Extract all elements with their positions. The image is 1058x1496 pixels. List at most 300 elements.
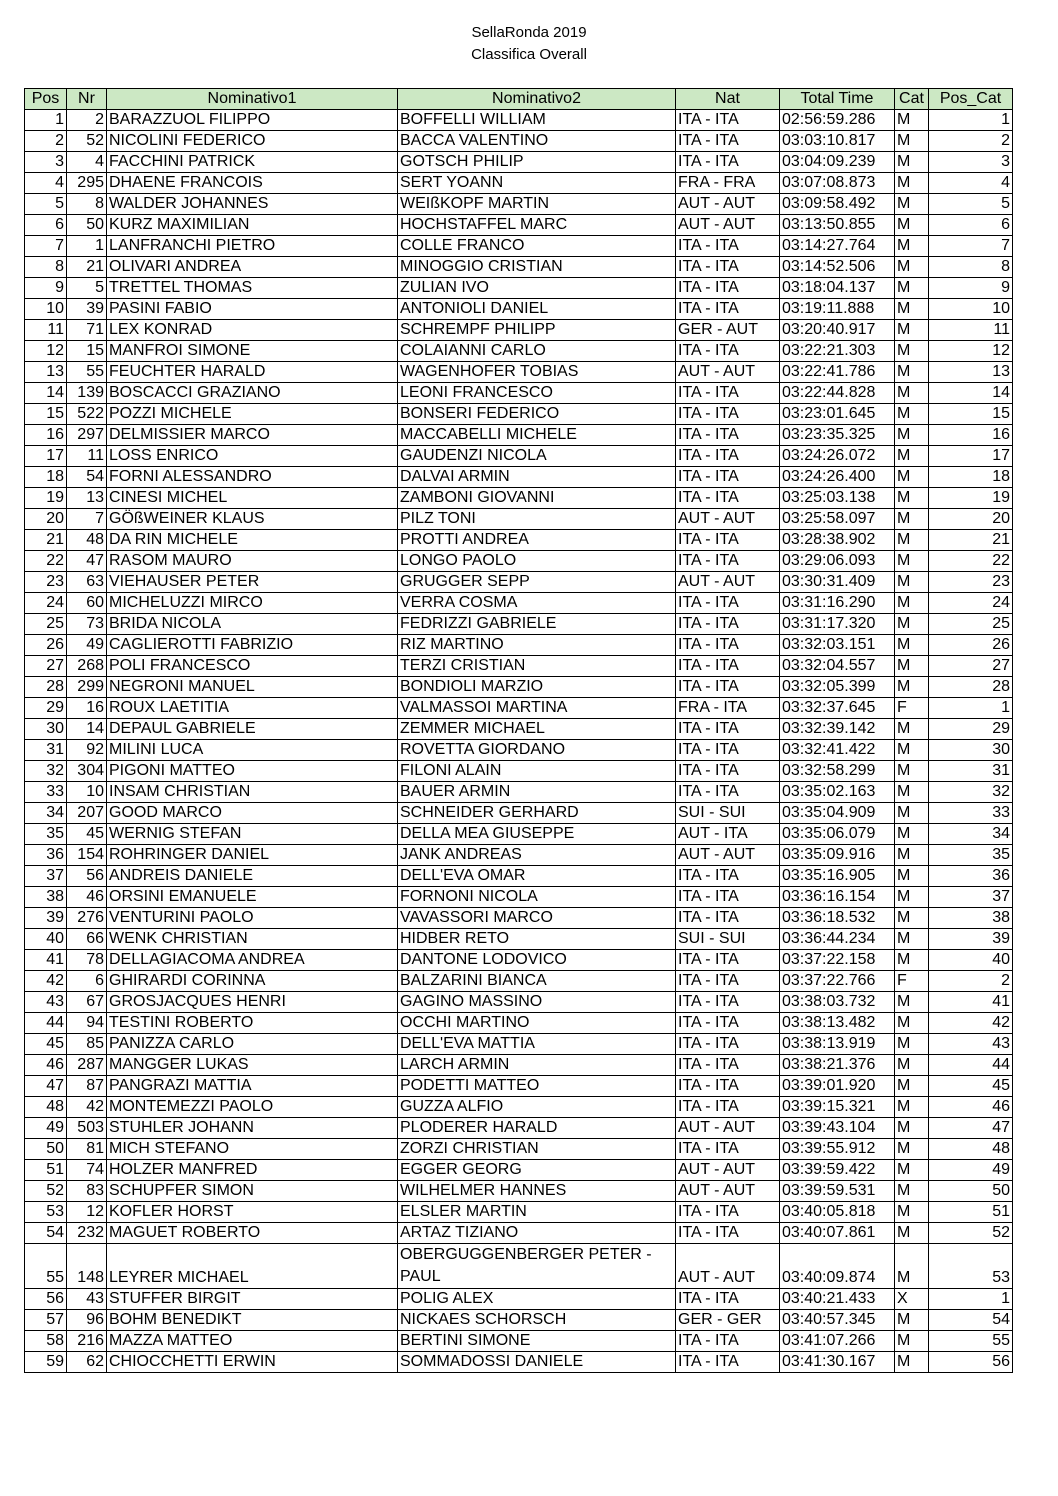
cell-pos: 18 [25, 467, 67, 488]
cell-nat: ITA - ITA [676, 782, 780, 803]
cell-nat: ITA - ITA [676, 1139, 780, 1160]
cell-nr: 11 [67, 446, 107, 467]
cell-nominativo2: OBERGUGGENBERGER PETER - PAUL [398, 1244, 676, 1289]
cell-pos-cat: 39 [929, 929, 1013, 950]
cell-nominativo2: HIDBER RETO [398, 929, 676, 950]
cell-nominativo1: WALDER JOHANNES [107, 194, 398, 215]
cell-nat: ITA - ITA [676, 446, 780, 467]
cell-pos-cat: 2 [929, 971, 1013, 992]
cell-nat: ITA - ITA [676, 950, 780, 971]
cell-total-time: 03:23:35.325 [780, 425, 895, 446]
cell-total-time: 03:20:40.917 [780, 320, 895, 341]
cell-total-time: 03:40:05.818 [780, 1202, 895, 1223]
table-row [25, 509, 1013, 530]
table-row [25, 929, 1013, 950]
cell-nominativo1: HOLZER MANFRED [107, 1160, 398, 1181]
cell-nominativo1: INSAM CHRISTIAN [107, 782, 398, 803]
table-row [25, 194, 1013, 215]
cell-nr: 63 [67, 572, 107, 593]
table-row [25, 320, 1013, 341]
cell-pos: 27 [25, 656, 67, 677]
cell-total-time: 03:22:41.786 [780, 362, 895, 383]
table-row [25, 656, 1013, 677]
cell-nominativo1: MICHELUZZI MIRCO [107, 593, 398, 614]
cell-pos: 22 [25, 551, 67, 572]
cell-nominativo2: FORNONI NICOLA [398, 887, 676, 908]
cell-nominativo2: DELL'EVA MATTIA [398, 1034, 676, 1055]
cell-cat: M [895, 782, 929, 803]
cell-nominativo2: GAGINO MASSINO [398, 992, 676, 1013]
table-row [25, 488, 1013, 509]
cell-nr: 55 [67, 362, 107, 383]
cell-cat: M [895, 1118, 929, 1139]
cell-nominativo2: COLLE FRANCO [398, 236, 676, 257]
cell-nominativo1: MILINI LUCA [107, 740, 398, 761]
cell-nominativo1: NEGRONI MANUEL [107, 677, 398, 698]
cell-total-time: 03:32:58.299 [780, 761, 895, 782]
cell-total-time: 03:22:44.828 [780, 383, 895, 404]
cell-nr: 6 [67, 971, 107, 992]
cell-nat: GER - GER [676, 1310, 780, 1331]
cell-nr: 14 [67, 719, 107, 740]
cell-nat: ITA - ITA [676, 1013, 780, 1034]
table-row [25, 173, 1013, 194]
cell-cat: M [895, 1244, 929, 1289]
cell-nominativo1: MANGGER LUKAS [107, 1055, 398, 1076]
cell-nr: 62 [67, 1352, 107, 1373]
cell-nominativo1: WENK CHRISTIAN [107, 929, 398, 950]
cell-pos-cat: 29 [929, 719, 1013, 740]
cell-cat: M [895, 1310, 929, 1331]
cell-nominativo1: RASOM MAURO [107, 551, 398, 572]
cell-pos-cat: 55 [929, 1331, 1013, 1352]
cell-nominativo2: SCHREMPF PHILIPP [398, 320, 676, 341]
cell-nominativo2: BONDIOLI MARZIO [398, 677, 676, 698]
cell-nominativo1: STUFFER BIRGIT [107, 1289, 398, 1310]
cell-pos: 26 [25, 635, 67, 656]
cell-total-time: 03:04:09.239 [780, 152, 895, 173]
cell-nominativo1: BOHM BENEDIKT [107, 1310, 398, 1331]
cell-pos: 38 [25, 887, 67, 908]
cell-nat: ITA - ITA [676, 236, 780, 257]
cell-nat: ITA - ITA [676, 1034, 780, 1055]
cell-pos-cat: 38 [929, 908, 1013, 929]
cell-nr: 287 [67, 1055, 107, 1076]
cell-pos: 45 [25, 1034, 67, 1055]
cell-nominativo2: GOTSCH PHILIP [398, 152, 676, 173]
cell-pos: 53 [25, 1202, 67, 1223]
cell-nominativo1: KURZ MAXIMILIAN [107, 215, 398, 236]
cell-pos-cat: 35 [929, 845, 1013, 866]
cell-nat: ITA - ITA [676, 866, 780, 887]
cell-nominativo2: NICKAES SCHORSCH [398, 1310, 676, 1331]
cell-total-time: 03:35:02.163 [780, 782, 895, 803]
cell-cat: M [895, 530, 929, 551]
cell-nr: 13 [67, 488, 107, 509]
table-row [25, 866, 1013, 887]
cell-nr: 52 [67, 131, 107, 152]
cell-pos-cat: 47 [929, 1118, 1013, 1139]
cell-total-time: 03:09:58.492 [780, 194, 895, 215]
cell-pos: 57 [25, 1310, 67, 1331]
cell-nr: 297 [67, 425, 107, 446]
cell-pos: 24 [25, 593, 67, 614]
cell-nat: SUI - SUI [676, 929, 780, 950]
cell-nominativo2: OCCHI MARTINO [398, 1013, 676, 1034]
cell-pos: 13 [25, 362, 67, 383]
table-row [25, 299, 1013, 320]
cell-pos: 33 [25, 782, 67, 803]
cell-nr: 15 [67, 341, 107, 362]
table-row [25, 257, 1013, 278]
document-subtitle: Classifica Overall [471, 46, 587, 63]
cell-pos-cat: 49 [929, 1160, 1013, 1181]
document-header [0, 22, 1058, 66]
cell-pos-cat: 52 [929, 1223, 1013, 1244]
cell-nominativo2: VERRA COSMA [398, 593, 676, 614]
cell-nr: 39 [67, 299, 107, 320]
cell-nominativo2: DELL'EVA OMAR [398, 866, 676, 887]
cell-cat: M [895, 572, 929, 593]
table-row [25, 1352, 1013, 1373]
table-row [25, 845, 1013, 866]
cell-total-time: 03:39:43.104 [780, 1118, 895, 1139]
cell-nominativo2: PILZ TONI [398, 509, 676, 530]
cell-total-time: 03:40:21.433 [780, 1289, 895, 1310]
cell-nat: ITA - ITA [676, 1352, 780, 1373]
cell-nominativo1: KOFLER HORST [107, 1202, 398, 1223]
cell-nat: ITA - ITA [676, 1202, 780, 1223]
cell-total-time: 03:38:03.732 [780, 992, 895, 1013]
cell-pos-cat: 43 [929, 1034, 1013, 1055]
table-row [25, 1034, 1013, 1055]
cell-nominativo1: BOSCACCI GRAZIANO [107, 383, 398, 404]
cell-total-time: 03:40:09.874 [780, 1244, 895, 1289]
cell-nr: 92 [67, 740, 107, 761]
cell-cat: M [895, 887, 929, 908]
cell-pos-cat: 51 [929, 1202, 1013, 1223]
cell-pos: 56 [25, 1289, 67, 1310]
cell-nr: 96 [67, 1310, 107, 1331]
cell-nr: 8 [67, 194, 107, 215]
table-row [25, 446, 1013, 467]
table-row [25, 971, 1013, 992]
cell-nat: GER - AUT [676, 320, 780, 341]
cell-pos-cat: 27 [929, 656, 1013, 677]
cell-nominativo2: GAUDENZI NICOLA [398, 446, 676, 467]
cell-nominativo1: DELMISSIER MARCO [107, 425, 398, 446]
cell-nominativo1: LOSS ENRICO [107, 446, 398, 467]
cell-total-time: 03:32:39.142 [780, 719, 895, 740]
cell-pos: 41 [25, 950, 67, 971]
table-row [25, 1244, 1013, 1289]
cell-pos: 32 [25, 761, 67, 782]
cell-nat: FRA - ITA [676, 698, 780, 719]
cell-nr: 60 [67, 593, 107, 614]
table-row [25, 236, 1013, 257]
cell-nat: ITA - ITA [676, 278, 780, 299]
cell-nominativo1: CINESI MICHEL [107, 488, 398, 509]
table-row [25, 719, 1013, 740]
cell-total-time: 03:39:01.920 [780, 1076, 895, 1097]
cell-nominativo1: DEPAUL GABRIELE [107, 719, 398, 740]
cell-pos-cat: 15 [929, 404, 1013, 425]
cell-nr: 45 [67, 824, 107, 845]
cell-nominativo1: GÖßWEINER KLAUS [107, 509, 398, 530]
cell-pos-cat: 24 [929, 593, 1013, 614]
cell-pos: 10 [25, 299, 67, 320]
cell-pos: 7 [25, 236, 67, 257]
cell-pos: 58 [25, 1331, 67, 1352]
cell-nominativo2: PODETTI MATTEO [398, 1076, 676, 1097]
cell-total-time: 03:35:16.905 [780, 866, 895, 887]
cell-cat: M [895, 719, 929, 740]
cell-nat: AUT - AUT [676, 1181, 780, 1202]
cell-cat: M [895, 1223, 929, 1244]
table-row [25, 803, 1013, 824]
cell-nominativo2: BONSERI FEDERICO [398, 404, 676, 425]
cell-cat: M [895, 1034, 929, 1055]
table-row [25, 278, 1013, 299]
cell-cat: M [895, 215, 929, 236]
table-row [25, 551, 1013, 572]
cell-pos-cat: 54 [929, 1310, 1013, 1331]
cell-nominativo2: GRUGGER SEPP [398, 572, 676, 593]
cell-total-time: 03:25:03.138 [780, 488, 895, 509]
cell-cat: M [895, 299, 929, 320]
cell-nat: ITA - ITA [676, 1223, 780, 1244]
cell-pos: 37 [25, 866, 67, 887]
cell-total-time: 03:36:44.234 [780, 929, 895, 950]
cell-nr: 56 [67, 866, 107, 887]
cell-cat: M [895, 1160, 929, 1181]
cell-cat: M [895, 1055, 929, 1076]
cell-nr: 139 [67, 383, 107, 404]
cell-cat: M [895, 110, 929, 131]
cell-nr: 46 [67, 887, 107, 908]
cell-nat: ITA - ITA [676, 299, 780, 320]
table-row [25, 1055, 1013, 1076]
cell-nat: AUT - AUT [676, 572, 780, 593]
table-row [25, 1331, 1013, 1352]
cell-pos: 30 [25, 719, 67, 740]
cell-nominativo1: FEUCHTER HARALD [107, 362, 398, 383]
cell-nominativo1: MANFROI SIMONE [107, 341, 398, 362]
cell-nominativo2: ZORZI CHRISTIAN [398, 1139, 676, 1160]
cell-total-time: 03:24:26.072 [780, 446, 895, 467]
cell-nominativo2: BERTINI SIMONE [398, 1331, 676, 1352]
cell-pos: 28 [25, 677, 67, 698]
cell-nr: 12 [67, 1202, 107, 1223]
cell-pos: 6 [25, 215, 67, 236]
cell-total-time: 03:35:09.916 [780, 845, 895, 866]
table-row [25, 761, 1013, 782]
cell-pos-cat: 1 [929, 698, 1013, 719]
cell-total-time: 03:39:15.321 [780, 1097, 895, 1118]
cell-cat: M [895, 1331, 929, 1352]
cell-nominativo1: POLI FRANCESCO [107, 656, 398, 677]
cell-pos: 3 [25, 152, 67, 173]
cell-nominativo2: DELLA MEA GIUSEPPE [398, 824, 676, 845]
cell-nr: 154 [67, 845, 107, 866]
cell-cat: M [895, 131, 929, 152]
cell-nr: 66 [67, 929, 107, 950]
cell-nr: 21 [67, 257, 107, 278]
table-row [25, 1223, 1013, 1244]
cell-nr: 5 [67, 278, 107, 299]
cell-nat: ITA - ITA [676, 908, 780, 929]
cell-nominativo1: ROUX LAETITIA [107, 698, 398, 719]
table-row [25, 110, 1013, 131]
cell-total-time: 03:38:13.482 [780, 1013, 895, 1034]
cell-pos: 40 [25, 929, 67, 950]
cell-nat: ITA - ITA [676, 1076, 780, 1097]
cell-pos: 34 [25, 803, 67, 824]
cell-nat: ITA - ITA [676, 425, 780, 446]
cell-pos: 52 [25, 1181, 67, 1202]
cell-pos: 39 [25, 908, 67, 929]
cell-total-time: 03:32:41.422 [780, 740, 895, 761]
cell-nominativo1: PIGONI MATTEO [107, 761, 398, 782]
cell-nominativo2: VAVASSORI MARCO [398, 908, 676, 929]
table-row [25, 467, 1013, 488]
cell-nominativo2: DALVAI ARMIN [398, 467, 676, 488]
cell-nr: 81 [67, 1139, 107, 1160]
cell-nr: 67 [67, 992, 107, 1013]
cell-pos-cat: 31 [929, 761, 1013, 782]
cell-nr: 295 [67, 173, 107, 194]
cell-nat: ITA - ITA [676, 1097, 780, 1118]
cell-pos-cat: 45 [929, 1076, 1013, 1097]
table-row [25, 950, 1013, 971]
cell-total-time: 03:38:13.919 [780, 1034, 895, 1055]
cell-cat: M [895, 1097, 929, 1118]
cell-cat: M [895, 320, 929, 341]
cell-nominativo1: LEYRER MICHAEL [107, 1244, 398, 1289]
cell-pos: 50 [25, 1139, 67, 1160]
cell-nr: 94 [67, 1013, 107, 1034]
table-row [25, 425, 1013, 446]
cell-pos: 29 [25, 698, 67, 719]
cell-pos: 35 [25, 824, 67, 845]
cell-nominativo2: HOCHSTAFFEL MARC [398, 215, 676, 236]
cell-nat: ITA - ITA [676, 341, 780, 362]
cell-nominativo1: DA RIN MICHELE [107, 530, 398, 551]
cell-nr: 43 [67, 1289, 107, 1310]
cell-cat: M [895, 992, 929, 1013]
cell-cat: M [895, 1352, 929, 1373]
cell-pos-cat: 6 [929, 215, 1013, 236]
table-row [25, 1181, 1013, 1202]
table-row [25, 341, 1013, 362]
cell-pos: 25 [25, 614, 67, 635]
cell-nominativo1: PANIZZA CARLO [107, 1034, 398, 1055]
cell-pos: 19 [25, 488, 67, 509]
cell-cat: F [895, 971, 929, 992]
cell-cat: M [895, 194, 929, 215]
cell-nat: ITA - ITA [676, 530, 780, 551]
cell-nominativo2: BALZARINI BIANCA [398, 971, 676, 992]
cell-nr: 49 [67, 635, 107, 656]
cell-nominativo1: GOOD MARCO [107, 803, 398, 824]
cell-total-time: 03:35:06.079 [780, 824, 895, 845]
cell-cat: M [895, 446, 929, 467]
table-row [25, 1202, 1013, 1223]
cell-nominativo2: PROTTI ANDREA [398, 530, 676, 551]
cell-nat: ITA - ITA [676, 761, 780, 782]
cell-nominativo1: MAGUET ROBERTO [107, 1223, 398, 1244]
cell-nr: 503 [67, 1118, 107, 1139]
cell-total-time: 03:14:27.764 [780, 236, 895, 257]
cell-pos: 20 [25, 509, 67, 530]
cell-cat: M [895, 551, 929, 572]
cell-total-time: 03:37:22.158 [780, 950, 895, 971]
cell-pos-cat: 56 [929, 1352, 1013, 1373]
cell-total-time: 03:32:03.151 [780, 635, 895, 656]
cell-nominativo1: PANGRAZI MATTIA [107, 1076, 398, 1097]
cell-nominativo1: VIEHAUSER PETER [107, 572, 398, 593]
cell-nominativo2: SOMMADOSSI DANIELE [398, 1352, 676, 1373]
cell-nominativo1: MAZZA MATTEO [107, 1331, 398, 1352]
cell-nominativo2: PLODERER HARALD [398, 1118, 676, 1139]
cell-nr: 73 [67, 614, 107, 635]
cell-nominativo1: ORSINI EMANUELE [107, 887, 398, 908]
cell-nr: 87 [67, 1076, 107, 1097]
table-row [25, 593, 1013, 614]
column-header-nominativo1: Nominativo1 [107, 89, 398, 110]
cell-nat: AUT - AUT [676, 215, 780, 236]
table-row [25, 530, 1013, 551]
cell-pos: 12 [25, 341, 67, 362]
cell-nominativo2: LONGO PAOLO [398, 551, 676, 572]
cell-nominativo2: BAUER ARMIN [398, 782, 676, 803]
cell-nominativo1: BARAZZUOL FILIPPO [107, 110, 398, 131]
cell-nominativo1: CAGLIEROTTI FABRIZIO [107, 635, 398, 656]
cell-nr: 50 [67, 215, 107, 236]
cell-nominativo2: WILHELMER HANNES [398, 1181, 676, 1202]
cell-cat: M [895, 614, 929, 635]
table-row [25, 362, 1013, 383]
table-header-row [25, 89, 1013, 110]
cell-nominativo2: ZULIAN IVO [398, 278, 676, 299]
cell-nominativo1: DELLAGIACOMA ANDREA [107, 950, 398, 971]
cell-nominativo1: FACCHINI PATRICK [107, 152, 398, 173]
cell-total-time: 03:36:18.532 [780, 908, 895, 929]
cell-pos: 14 [25, 383, 67, 404]
cell-nominativo2: ARTAZ TIZIANO [398, 1223, 676, 1244]
cell-nat: AUT - AUT [676, 1244, 780, 1289]
cell-total-time: 03:03:10.817 [780, 131, 895, 152]
cell-total-time: 03:25:58.097 [780, 509, 895, 530]
cell-cat: M [895, 404, 929, 425]
cell-pos-cat: 7 [929, 236, 1013, 257]
cell-pos: 48 [25, 1097, 67, 1118]
cell-nat: AUT - AUT [676, 1118, 780, 1139]
cell-nominativo1: WERNIG STEFAN [107, 824, 398, 845]
cell-cat: M [895, 362, 929, 383]
cell-total-time: 03:36:16.154 [780, 887, 895, 908]
cell-pos: 15 [25, 404, 67, 425]
cell-nominativo2: SERT YOANN [398, 173, 676, 194]
cell-total-time: 03:32:05.399 [780, 677, 895, 698]
cell-nominativo2: FEDRIZZI GABRIELE [398, 614, 676, 635]
cell-total-time: 03:39:59.531 [780, 1181, 895, 1202]
cell-cat: M [895, 173, 929, 194]
cell-pos-cat: 23 [929, 572, 1013, 593]
cell-nat: ITA - ITA [676, 488, 780, 509]
table-row [25, 740, 1013, 761]
table-row [25, 614, 1013, 635]
